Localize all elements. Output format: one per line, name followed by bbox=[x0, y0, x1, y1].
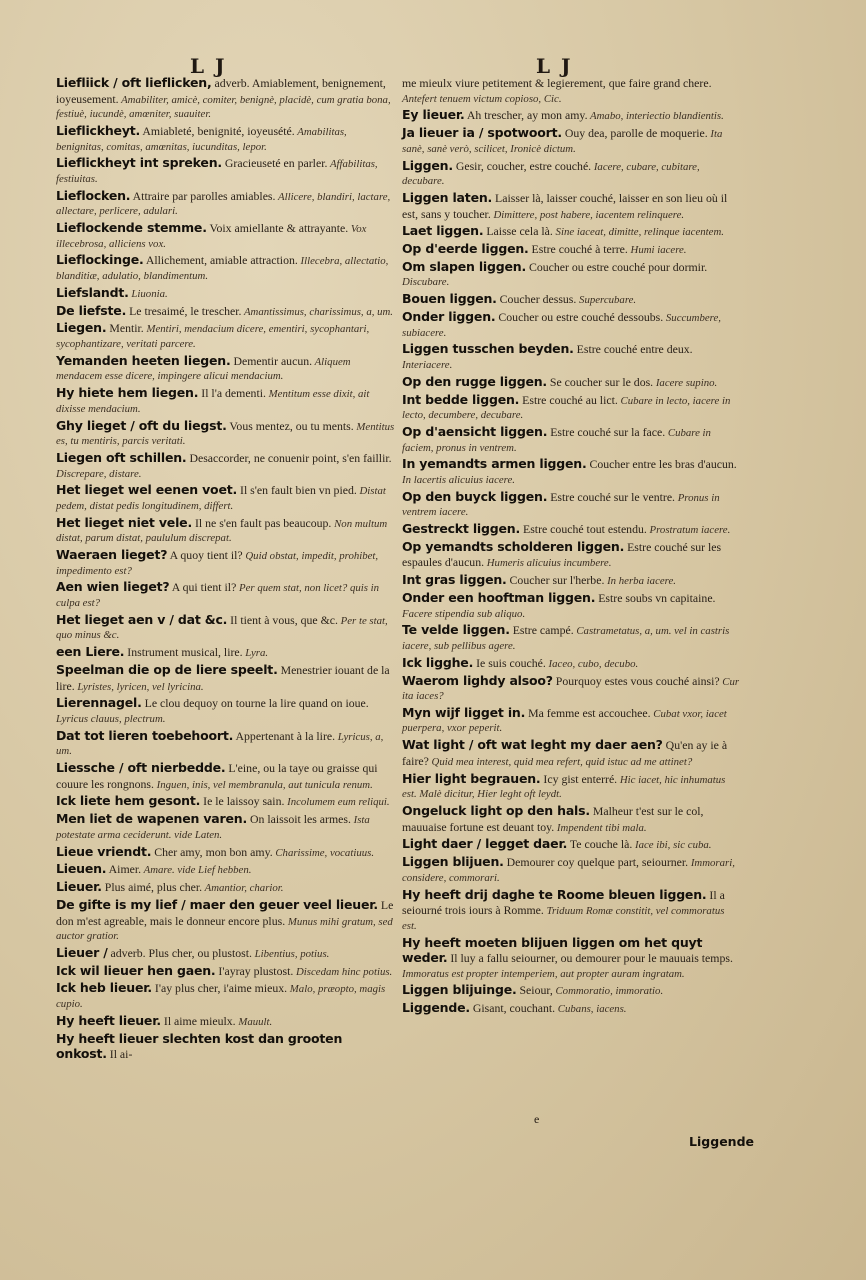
headword: Light daer / legget daer. bbox=[402, 836, 568, 852]
french-gloss: Ie le laissoy sain. bbox=[200, 794, 285, 809]
dictionary-entry bbox=[402, 457, 740, 487]
dictionary-entry bbox=[56, 1014, 396, 1030]
dictionary-entry bbox=[402, 393, 740, 423]
latin-gloss: Amantissimus, charissimus, a, um. bbox=[241, 305, 394, 318]
latin-gloss: Immorari, considere, commorari. bbox=[402, 857, 735, 884]
headword: Int gras liggen. bbox=[402, 572, 507, 588]
french-gloss: Attraire par parolles amiables. bbox=[130, 188, 276, 203]
dictionary-entry bbox=[56, 253, 396, 283]
headword: Lieuer / bbox=[56, 944, 108, 960]
french-gloss: Coucher sur l'herbe. bbox=[506, 573, 605, 588]
dictionary-entry bbox=[402, 1001, 740, 1017]
latin-gloss: Malo, præopto, magis cupio. bbox=[56, 983, 386, 1011]
headword: Aen wien lieget? bbox=[56, 579, 170, 595]
latin-gloss: Supercubare. bbox=[576, 294, 637, 307]
french-gloss: Instrument musical, lire. bbox=[124, 645, 243, 660]
headword: Het lieget wel eenen voet. bbox=[56, 482, 238, 498]
latin-gloss: Facere stipendia sub aliquo. bbox=[402, 607, 526, 620]
dictionary-entry bbox=[402, 342, 740, 372]
french-gloss: L'eine, ou la taye ou graisse qui couure les rongnons. bbox=[56, 761, 378, 791]
dictionary-entry bbox=[56, 880, 396, 896]
french-gloss: Le don m'est agreable, mais le donneur encore plus. bbox=[56, 897, 394, 928]
french-gloss: Icy gist enterré. bbox=[540, 771, 618, 786]
dictionary-entry bbox=[402, 522, 740, 538]
french-gloss: Estre couché sur les espaules d'aucun. bbox=[402, 539, 722, 570]
latin-gloss: Humi iacere. bbox=[627, 244, 687, 257]
latin-gloss: Mentiri, mendacium dicere, ementiri, sycophantari, sycophantizare, veritati parcere. bbox=[56, 323, 370, 350]
latin-gloss: Allicere, blandiri, lactare, allectare, perlicere, adulari. bbox=[56, 190, 391, 218]
headword: Hy heeft moeten blijuen liggen om het quyt weder. bbox=[402, 934, 703, 966]
french-gloss: Estre campé. bbox=[509, 623, 574, 638]
dictionary-entry bbox=[56, 946, 396, 962]
latin-gloss: Illecebra, allectatio, blanditiæ, adulatio, blandimentum. bbox=[56, 255, 389, 283]
left-column bbox=[56, 76, 396, 1065]
french-gloss: I'ayray plustost. bbox=[215, 963, 294, 978]
latin-gloss: Commoratio, immoratio. bbox=[552, 985, 664, 998]
latin-gloss: Affabilitas, festiuitas. bbox=[56, 158, 378, 185]
headword: Lieflockinge. bbox=[56, 252, 144, 268]
headword: Hy heeft lieuer. bbox=[56, 1012, 161, 1028]
french-gloss: Coucher entre les bras d'aucun. bbox=[586, 457, 737, 472]
headword: Wat light / oft wat leght my daer aen? bbox=[402, 737, 663, 753]
french-gloss: Estre couché sur le ventre. bbox=[547, 489, 676, 504]
latin-gloss: Humeris alicuius incumbere. bbox=[484, 557, 612, 570]
headword: Hy heeft drij daghe te Roome bleuen liggen. bbox=[402, 886, 707, 902]
headword: Liggen blijuen. bbox=[402, 854, 504, 870]
latin-gloss: Ita sanè, sanè verò, scilicet, Ironicè dictum. bbox=[402, 128, 723, 155]
dictionary-entry bbox=[402, 191, 740, 222]
dictionary-entry bbox=[402, 804, 740, 835]
dictionary-entry bbox=[402, 656, 740, 672]
headword: Ja lieuer ia / spotwoort. bbox=[402, 125, 562, 141]
french-gloss: Ma femme est accouchee. bbox=[525, 705, 651, 720]
dictionary-entry bbox=[56, 794, 396, 810]
french-gloss: Il aime mieulx. bbox=[160, 1013, 236, 1028]
dictionary-entry bbox=[402, 76, 740, 106]
latin-gloss: Cur ita iaces? bbox=[402, 675, 740, 703]
dictionary-entry bbox=[56, 156, 396, 186]
headword: De liefste. bbox=[56, 302, 127, 318]
french-gloss: Il s'en fault bien vn pied. bbox=[237, 483, 357, 498]
headword: Gestreckt liggen. bbox=[402, 521, 521, 537]
latin-gloss: Discubare. bbox=[402, 276, 450, 289]
french-gloss: Aimer. bbox=[106, 862, 142, 877]
french-gloss: Demourer coy quelque part, seiourner. bbox=[503, 855, 689, 870]
latin-gloss: Dimittere, post habere, iacentem relinquere. bbox=[490, 208, 685, 221]
french-gloss: Vous mentez, ou tu ments. bbox=[226, 418, 354, 433]
dictionary-entry bbox=[402, 888, 740, 934]
catchword: Liggende bbox=[689, 1134, 754, 1149]
latin-gloss: Amantior, charior. bbox=[202, 882, 284, 895]
latin-gloss: Sine iaceat, dimitte, relinque iacentem. bbox=[552, 226, 724, 239]
latin-gloss: In herba iacere. bbox=[604, 575, 676, 588]
latin-gloss: Castrametatus, a, um. vel in castris iacere, sub pellibus agere. bbox=[402, 625, 730, 652]
dictionary-entry bbox=[56, 321, 396, 351]
latin-gloss: Cubans, iacens. bbox=[555, 1003, 627, 1016]
headword: Ghy lieget / oft du liegst. bbox=[56, 417, 227, 433]
latin-gloss: Cubat vxor, iacet puerpera, vxor peperit. bbox=[402, 707, 727, 735]
french-gloss: Il ne s'en fault pas beaucoup. bbox=[192, 515, 332, 530]
french-gloss: Laisser là, laisser couché, laisser en son lieu où il est, sans y toucher. bbox=[402, 190, 728, 221]
latin-gloss: Distat pedem, distat pedis longitudinem, differt. bbox=[56, 485, 386, 512]
dictionary-entry bbox=[402, 108, 740, 124]
french-gloss: Cher amy, mon bon amy. bbox=[151, 844, 273, 859]
latin-gloss: Iacere, cubare, cubitare, decubare. bbox=[402, 160, 700, 188]
french-gloss: Estre soubs vn capitaine. bbox=[595, 590, 716, 605]
dictionary-entry bbox=[402, 425, 740, 455]
headword: Liggen laten. bbox=[402, 189, 493, 205]
headword: Yemanden heeten liegen. bbox=[56, 352, 231, 368]
latin-gloss: Iaceo, cubo, decubo. bbox=[545, 657, 639, 670]
headword: Liefliick / oft lieflicken, bbox=[56, 75, 212, 90]
latin-gloss: Inguen, inis, vel membranula, aut tunicula renum. bbox=[153, 778, 373, 791]
headword: Waeraen lieget? bbox=[56, 547, 168, 563]
headword: Ick wil lieuer hen gaen. bbox=[56, 962, 216, 978]
latin-gloss: Lyricus clauus, plectrum. bbox=[56, 712, 166, 725]
headword: Hier light begrauen. bbox=[402, 770, 541, 786]
latin-gloss: Amabiliter, amicè, comiter, benignè, placidè, cum gratia bona, festiuè, iucundè, amœniter, suauiter. bbox=[56, 93, 391, 121]
french-gloss: Il luy a fallu seiourner, ou demourer pour le mauuais temps. bbox=[447, 951, 733, 966]
latin-gloss: Amare. vide Lief hebben. bbox=[141, 864, 252, 877]
french-gloss: Menestrier iouant de la lire. bbox=[56, 662, 390, 693]
latin-gloss: Lyristes, lyricen, vel lyricina. bbox=[74, 680, 204, 693]
latin-gloss: Mentitus es, tu mentiris, parcis veritati. bbox=[56, 420, 395, 448]
french-gloss: Pourquoy estes vous couché ainsi? bbox=[552, 673, 720, 688]
french-gloss: Coucher ou estre couché dessoubs. bbox=[495, 310, 664, 324]
latin-gloss: Mauult. bbox=[235, 1015, 273, 1028]
headword: Liessche / oft nierbedde. bbox=[56, 760, 226, 776]
right-running-head: L J bbox=[536, 54, 573, 78]
headword: Op den buyck liggen. bbox=[402, 488, 548, 504]
dictionary-entry bbox=[56, 189, 396, 219]
french-gloss: Allichement, amiable attraction. bbox=[143, 253, 298, 268]
headword: Lieflockende stemme. bbox=[56, 220, 207, 236]
headword: Op d'aensicht liggen. bbox=[402, 423, 548, 439]
headword: Onder een hooftman liggen. bbox=[402, 589, 596, 605]
headword: een Liere. bbox=[56, 644, 125, 660]
headword: Het lieget aen v / dat &c. bbox=[56, 611, 228, 627]
dictionary-entry bbox=[402, 772, 740, 802]
headword: Speelman die op de liere speelt. bbox=[56, 661, 278, 677]
french-gloss: Mentir. bbox=[106, 321, 144, 336]
dictionary-entry bbox=[56, 580, 396, 610]
latin-gloss: Lyricus, a, um. bbox=[56, 730, 384, 758]
left-running-head: L J bbox=[190, 54, 227, 78]
latin-gloss: Prostratum iacere. bbox=[646, 524, 731, 537]
latin-gloss: Discrepare, distare. bbox=[56, 467, 142, 480]
latin-gloss: In lacertis alicuius iacere. bbox=[402, 473, 515, 486]
french-gloss: A quoy tient il? bbox=[167, 548, 243, 563]
dictionary-entry bbox=[56, 1032, 396, 1063]
headword: Liggende. bbox=[402, 1000, 470, 1016]
latin-gloss: Amabilitas, benignitas, comitas, amœnitas, iucunditas, lepor. bbox=[56, 125, 347, 153]
dictionary-entry bbox=[56, 898, 396, 944]
dictionary-entry bbox=[402, 159, 740, 189]
latin-gloss: Interiacere. bbox=[402, 358, 453, 371]
dictionary-entry bbox=[402, 738, 740, 769]
dictionary-entry bbox=[402, 936, 740, 982]
headword: Te velde liggen. bbox=[402, 622, 510, 638]
french-gloss: adverb. Plus cher, ou plustost. bbox=[107, 945, 252, 960]
dictionary-entry bbox=[56, 221, 396, 251]
headword: Liggen tusschen beyden. bbox=[402, 341, 574, 357]
french-gloss: Gracieuseté en parler. bbox=[221, 156, 328, 171]
headword: Bouen liggen. bbox=[402, 291, 497, 307]
headword: Ick liete hem gesont. bbox=[56, 793, 201, 809]
french-gloss: Appertenant à la lire. bbox=[233, 728, 336, 743]
french-gloss: Qu'en ay ie à faire? bbox=[402, 738, 728, 768]
dictionary-entry bbox=[56, 483, 396, 513]
headword: Myn wijf ligget in. bbox=[402, 704, 526, 720]
signature-mark: e bbox=[534, 1112, 540, 1126]
french-gloss: Gesir, coucher, estre couché. bbox=[452, 158, 592, 173]
french-gloss: Le tresaimé, le trescher. bbox=[126, 303, 242, 318]
french-gloss: Il a seiourné trois iours à Romme. bbox=[402, 887, 725, 918]
latin-gloss: Aliquem mendacem esse dicere, impingere alicui mendacium. bbox=[56, 355, 351, 383]
french-gloss: I'ay plus cher, i'aime mieux. bbox=[151, 981, 288, 996]
dictionary-entry bbox=[402, 375, 740, 391]
latin-gloss: Iacere supino. bbox=[653, 376, 718, 389]
headword: Op yemandts scholderen liggen. bbox=[402, 538, 625, 554]
french-gloss: Se coucher sur le dos. bbox=[546, 374, 654, 389]
headword: Op d'eerde liggen. bbox=[402, 241, 529, 257]
french-gloss: adverb. Amiablement, benignement, ioyeusement. bbox=[56, 76, 386, 106]
headword: Om slapen liggen. bbox=[402, 258, 527, 274]
french-gloss: Estre couché tout estendu. bbox=[520, 522, 647, 537]
latin-gloss: Immoratus est propter intemperiem, aut propter auram ingratam. bbox=[402, 967, 685, 980]
french-gloss: Estre couché à terre. bbox=[528, 242, 628, 257]
dictionary-entry bbox=[56, 981, 396, 1011]
dictionary-entry bbox=[56, 862, 396, 878]
latin-gloss: Per quem stat, non licet? quis in culpa est? bbox=[56, 582, 380, 609]
headword: Liegen oft schillen. bbox=[56, 449, 187, 465]
dictionary-entry bbox=[402, 983, 740, 999]
french-gloss: Le clou dequoy on tourne la lire quand on ioue. bbox=[141, 696, 369, 711]
dictionary-entry bbox=[56, 124, 396, 154]
french-gloss: Laisse cela là. bbox=[483, 224, 553, 239]
dictionary-entry bbox=[56, 548, 396, 578]
dictionary-entry bbox=[56, 613, 396, 643]
latin-gloss: Succumbere, subiacere. bbox=[402, 312, 721, 339]
dictionary-entry bbox=[402, 540, 740, 571]
latin-gloss: Pronus in ventrem iacere. bbox=[402, 491, 720, 519]
latin-gloss: Ista potestate arma ceciderunt. vide Laten. bbox=[56, 814, 370, 841]
dictionary-entry bbox=[56, 76, 396, 122]
dictionary-entry bbox=[56, 354, 396, 384]
french-gloss: Plus aimé, plus cher. bbox=[101, 880, 203, 895]
french-gloss: Malheur t'est sur le col, mauuaise fortune est deuant toy. bbox=[402, 804, 704, 834]
french-gloss: Il tient à vous, que &c. bbox=[227, 612, 338, 627]
dictionary-entry bbox=[56, 645, 396, 661]
headword: Waerom lighdy alsoo? bbox=[402, 672, 553, 688]
french-gloss: Amiableté, benignité, ioyeusété. bbox=[140, 123, 295, 138]
french-gloss: Desaccorder, ne conuenir point, s'en faillir. bbox=[186, 450, 392, 465]
dictionary-entry bbox=[56, 964, 396, 980]
headword: Lieuer. bbox=[56, 879, 102, 895]
french-gloss: Dementir aucun. bbox=[230, 353, 313, 368]
french-gloss: Coucher ou estre couché pour dormir. bbox=[526, 259, 708, 274]
dictionary-entry bbox=[402, 855, 740, 885]
dictionary-entry bbox=[402, 224, 740, 240]
latin-gloss: Cubare in lecto, iacere in lecto, decumbere, decubare. bbox=[402, 394, 731, 422]
latin-gloss: Vox illecebrosa, alliciens vox. bbox=[56, 223, 367, 250]
headword: Het lieget niet vele. bbox=[56, 514, 192, 530]
headword: In yemandts armen liggen. bbox=[402, 456, 587, 472]
dictionary-entry bbox=[402, 837, 740, 853]
latin-gloss: Liuonia. bbox=[128, 287, 168, 300]
dictionary-entry bbox=[402, 591, 740, 621]
french-gloss: Ouy dea, parolle de moquerie. bbox=[561, 126, 708, 141]
latin-gloss: Antefert tenuem victum copioso, Cic. bbox=[402, 92, 562, 105]
french-gloss: Estre couché sur la face. bbox=[547, 424, 666, 439]
french-gloss: Te couche là. bbox=[567, 837, 633, 852]
latin-gloss: Libentius, potius. bbox=[251, 947, 330, 960]
dictionary-entry bbox=[402, 260, 740, 290]
headword: Int bedde liggen. bbox=[402, 391, 520, 407]
french-gloss: Seiour, bbox=[516, 983, 553, 998]
dictionary-entry bbox=[56, 419, 396, 449]
headword: Lieflickheyt int spreken. bbox=[56, 155, 222, 171]
french-gloss: Il ai- bbox=[106, 1047, 133, 1062]
latin-gloss: Iace ibi, sic cuba. bbox=[632, 839, 712, 852]
latin-gloss: Munus mihi gratum, sed auctor gratior. bbox=[56, 915, 393, 943]
headword: Laet liggen. bbox=[402, 223, 484, 239]
headword: Ongeluck light op den hals. bbox=[402, 803, 590, 818]
latin-gloss: Incolumem eum reliqui. bbox=[284, 796, 390, 809]
headword: Men liet de wapenen varen. bbox=[56, 811, 248, 827]
latin-gloss: Quid obstat, impedit, prohibet, impedimento est? bbox=[56, 550, 379, 577]
dictionary-entry bbox=[56, 845, 396, 861]
latin-gloss: Cubare in faciem, pronus in ventrem. bbox=[402, 426, 711, 454]
dictionary-entry bbox=[402, 126, 740, 156]
dictionary-entry bbox=[402, 674, 740, 704]
headword: Op den rugge liggen. bbox=[402, 373, 547, 389]
dictionary-entry bbox=[402, 490, 740, 520]
dictionary-entry bbox=[56, 812, 396, 842]
latin-gloss: Non multum distat, parum distat, paululum discrepat. bbox=[56, 517, 388, 545]
dictionary-entry bbox=[56, 663, 396, 694]
headword: Hy hiete hem liegen. bbox=[56, 385, 199, 401]
dictionary-entry bbox=[56, 451, 396, 481]
dictionary-entry bbox=[56, 696, 396, 726]
headword: Lierennagel. bbox=[56, 695, 142, 711]
french-gloss: Gisant, couchant. bbox=[469, 1001, 556, 1016]
headword: Onder liggen. bbox=[402, 309, 496, 324]
dictionary-entry bbox=[56, 729, 396, 759]
dictionary-entry bbox=[56, 761, 396, 792]
french-gloss: Coucher dessus. bbox=[496, 292, 577, 307]
headword: Hy heeft lieuer slechten kost dan grooten onkost. bbox=[56, 1030, 343, 1062]
headword: Liggen blijuinge. bbox=[402, 982, 517, 998]
headword: De gifte is my lief / maer den geuer veel lieuer. bbox=[56, 896, 378, 912]
dictionary-entry bbox=[56, 386, 396, 416]
latin-gloss: Hic iacet, hic inhumatus est. Malè dicitur, Hier leght oft leydt. bbox=[402, 773, 726, 801]
headword: Lieue vriendt. bbox=[56, 843, 152, 859]
headword: Ey lieuer. bbox=[402, 107, 465, 123]
headword: Lieflickheyt. bbox=[56, 122, 141, 138]
dictionary-entry bbox=[402, 573, 740, 589]
french-gloss: A qui tient il? bbox=[169, 580, 237, 595]
dictionary-entry bbox=[402, 706, 740, 736]
dictionary-entry bbox=[56, 286, 396, 302]
headword: Dat tot lieren toebehoort. bbox=[56, 727, 234, 743]
dictionary-entry bbox=[402, 292, 740, 308]
dictionary-entry bbox=[402, 623, 740, 653]
latin-gloss: Triduum Romæ constitit, vel commoratus est. bbox=[402, 905, 725, 932]
latin-gloss: Mentitum esse dixit, ait dixisse mendacium. bbox=[56, 388, 370, 415]
headword: Liegen. bbox=[56, 320, 107, 336]
headword: Ick ligghe. bbox=[402, 654, 474, 670]
dictionary-entry bbox=[56, 516, 396, 546]
french-gloss: On laissoit les armes. bbox=[247, 812, 351, 827]
latin-gloss: Discedam hinc potius. bbox=[293, 965, 393, 978]
french-gloss: Estre couché au lict. bbox=[519, 392, 618, 407]
right-column bbox=[402, 76, 740, 1019]
dictionary-entry bbox=[56, 304, 396, 320]
french-gloss: Ie suis couché. bbox=[473, 655, 546, 670]
headword: Liggen. bbox=[402, 157, 453, 173]
latin-gloss: Quid mea interest, quid mea refert, quid istuc ad me attinet? bbox=[428, 755, 693, 768]
latin-gloss: Lyra. bbox=[242, 647, 269, 660]
latin-gloss: Amabo, interiectio blandientis. bbox=[587, 110, 724, 123]
french-gloss: Voix amiellante & attrayante. bbox=[206, 221, 349, 236]
french-gloss: me mieulx viure petitement & legierement, que faire grand chere. bbox=[402, 76, 712, 90]
dictionary-entry bbox=[402, 242, 740, 258]
latin-gloss: Impendent tibi mala. bbox=[554, 821, 647, 834]
french-gloss: Il l'a dementi. bbox=[198, 386, 266, 401]
headword: Ick heb lieuer. bbox=[56, 980, 152, 996]
dictionary-entry bbox=[402, 310, 740, 340]
latin-gloss: Charissime, vocatiuus. bbox=[272, 846, 375, 859]
french-gloss: Ah trescher, ay mon amy. bbox=[464, 108, 588, 123]
headword: Lieflocken. bbox=[56, 187, 131, 203]
headword: Lieuen. bbox=[56, 861, 107, 877]
headword: Liefslandt. bbox=[56, 284, 129, 300]
latin-gloss: Per te stat, quo minus &c. bbox=[56, 614, 388, 642]
french-gloss: Estre couché entre deux. bbox=[573, 342, 693, 357]
